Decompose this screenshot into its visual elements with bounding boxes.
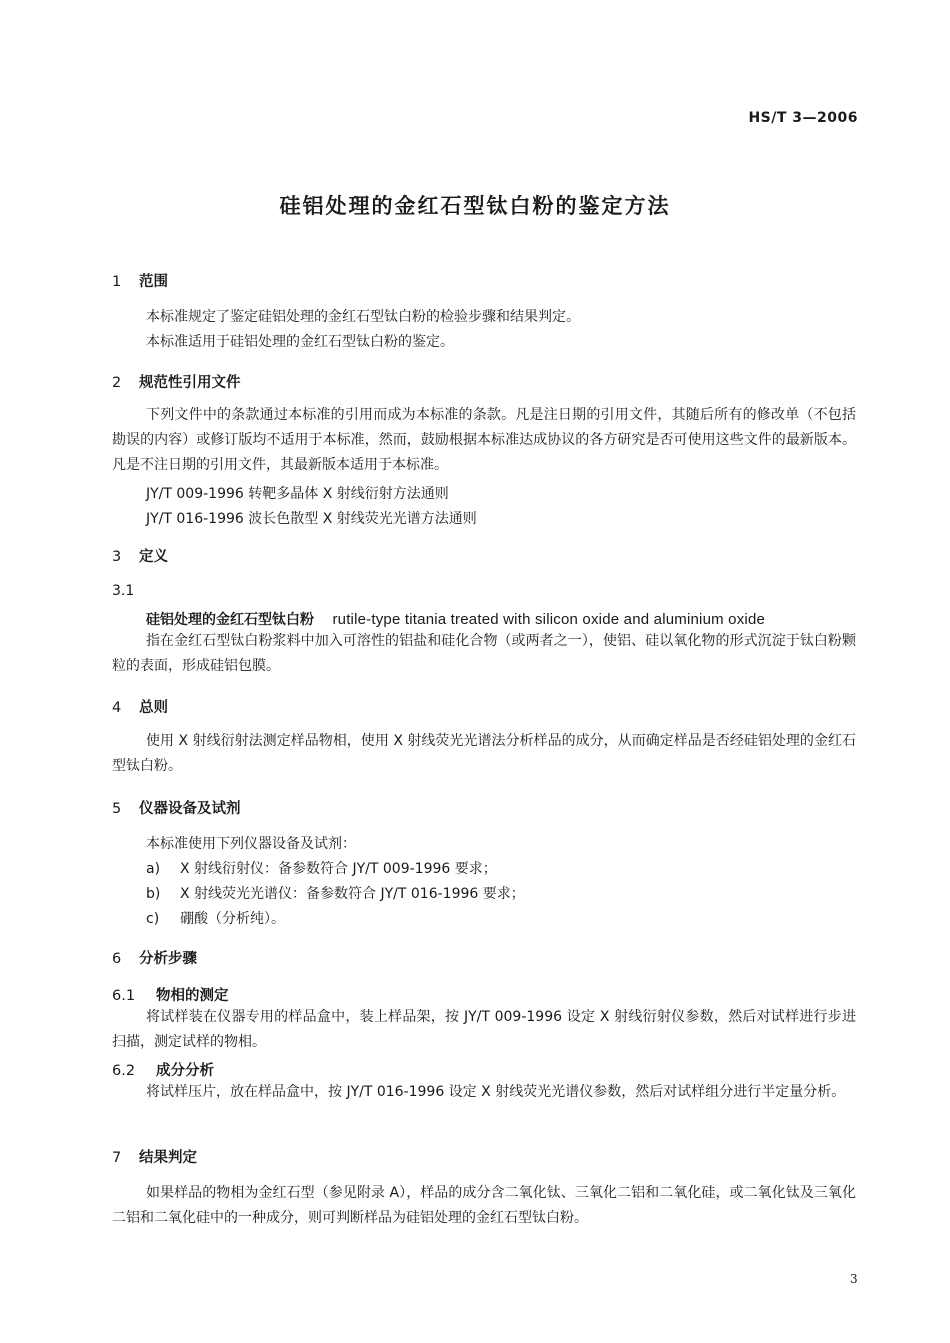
list-marker: a) (146, 861, 161, 877)
section-title: 范围 (139, 274, 168, 290)
section-title: 规范性引用文件 (139, 375, 241, 391)
list-text: X 射线荧光光谱仪：备参数符合 JY/T 016-1996 要求； (180, 886, 525, 902)
subsection-6-1-heading (112, 984, 229, 1005)
section-1-para-2: 本标准适用于硅铝处理的金红石型钛白粉的鉴定。 (146, 334, 454, 350)
section-number: 2 (112, 375, 122, 391)
reference-1: JY/T 009-1996 转靶多晶体 X 射线衍射方法通则 (146, 486, 449, 502)
list-item (146, 858, 497, 878)
standard-number: HS/T 3—2006 (748, 110, 858, 126)
subsection-title: 物相的测定 (156, 988, 229, 1004)
list-text: X 射线衍射仪：备参数符合 JY/T 009-1996 要求； (180, 861, 497, 877)
section-3-heading (112, 545, 168, 566)
section-1-heading (112, 270, 168, 291)
term-definition: 指在金红石型钛白粉浆料中加入可溶性的铝盐和硅化合物（或两者之一），使铝、硅以氧化物的形式沉淀于钛白粉颗粒的表面，形成硅铝包膜。 (112, 633, 856, 674)
section-title: 结果判定 (139, 1150, 197, 1166)
section-6-heading (112, 947, 197, 968)
section-title: 总则 (139, 700, 168, 716)
list-item (146, 883, 525, 903)
section-number: 1 (112, 274, 122, 290)
subsection-3-1-number: 3.1 (112, 583, 135, 599)
section-4-heading (112, 696, 168, 717)
section-7-heading (112, 1146, 197, 1167)
term-entry (146, 609, 765, 629)
subsection-title: 成分分析 (156, 1063, 214, 1079)
section-2-para-1: 下列文件中的条款通过本标准的引用而成为本标准的条款。凡是注日期的引用文件，其随后所有的修改单（不包括勘误的内容）或修订版均不适用于本标准，然而，鼓励根据本标准达成协议的各方研究是否可使用这些文件的最新版本。凡是不注日期的引用文件，其最新版本适用于本标准。 (112, 407, 856, 473)
term-chinese: 硅铝处理的金红石型钛白粉 (146, 612, 314, 628)
section-number: 6 (112, 951, 122, 967)
section-5-heading (112, 797, 241, 818)
section-title: 定义 (139, 549, 168, 565)
subsection-number: 6.1 (112, 988, 136, 1004)
subsection-number: 6.2 (112, 1063, 136, 1079)
reference-2: JY/T 016-1996 波长色散型 X 射线荧光光谱方法通则 (146, 511, 477, 527)
section-2-heading (112, 371, 241, 392)
section-number: 3 (112, 549, 122, 565)
subsection-6-1-para: 将试样装在仪器专用的样品盒中，装上样品架，按 JY/T 009-1996 设定 X 射线衍射仪参数，然后对试样进行步进扫描，测定试样的物相。 (112, 1009, 856, 1050)
section-5-intro: 本标准使用下列仪器设备及试剂： (146, 836, 356, 852)
term-english: rutile-type titania treated with silicon oxide and aluminium oxide (332, 611, 766, 628)
section-7-para-1: 如果样品的物相为金红石型（参见附录 A），样品的成分含二氧化钛、三氧化二铝和二氧化硅，或二氧化钛及三氧化二铝和二氧化硅中的一种成分，则可判断样品为硅铝处理的金红石型钛白粉。 (112, 1185, 856, 1226)
list-marker: c) (146, 911, 160, 927)
document-title: 硅铝处理的金红石型钛白粉的鉴定方法 (279, 194, 671, 218)
section-title: 仪器设备及试剂 (139, 801, 241, 817)
section-1-para-1: 本标准规定了鉴定硅铝处理的金红石型钛白粉的检验步骤和结果判定。 (146, 309, 580, 325)
section-title: 分析步骤 (139, 951, 197, 967)
section-number: 7 (112, 1150, 122, 1166)
list-text: 硼酸（分析纯）。 (180, 911, 285, 927)
page-number: 3 (850, 1272, 858, 1286)
section-number: 4 (112, 700, 122, 716)
section-number: 5 (112, 801, 122, 817)
subsection-6-2-para: 将试样压片，放在样品盒中，按 JY/T 016-1996 设定 X 射线荧光光谱仪参数，然后对试样组分进行半定量分析。 (146, 1084, 846, 1100)
list-marker: b) (146, 886, 161, 902)
subsection-6-2-heading (112, 1059, 214, 1080)
list-item (146, 908, 285, 928)
section-4-para-1: 使用 X 射线衍射法测定样品物相，使用 X 射线荧光光谱法分析样品的成分，从而确定样品是否经硅铝处理的金红石型钛白粉。 (112, 733, 856, 774)
